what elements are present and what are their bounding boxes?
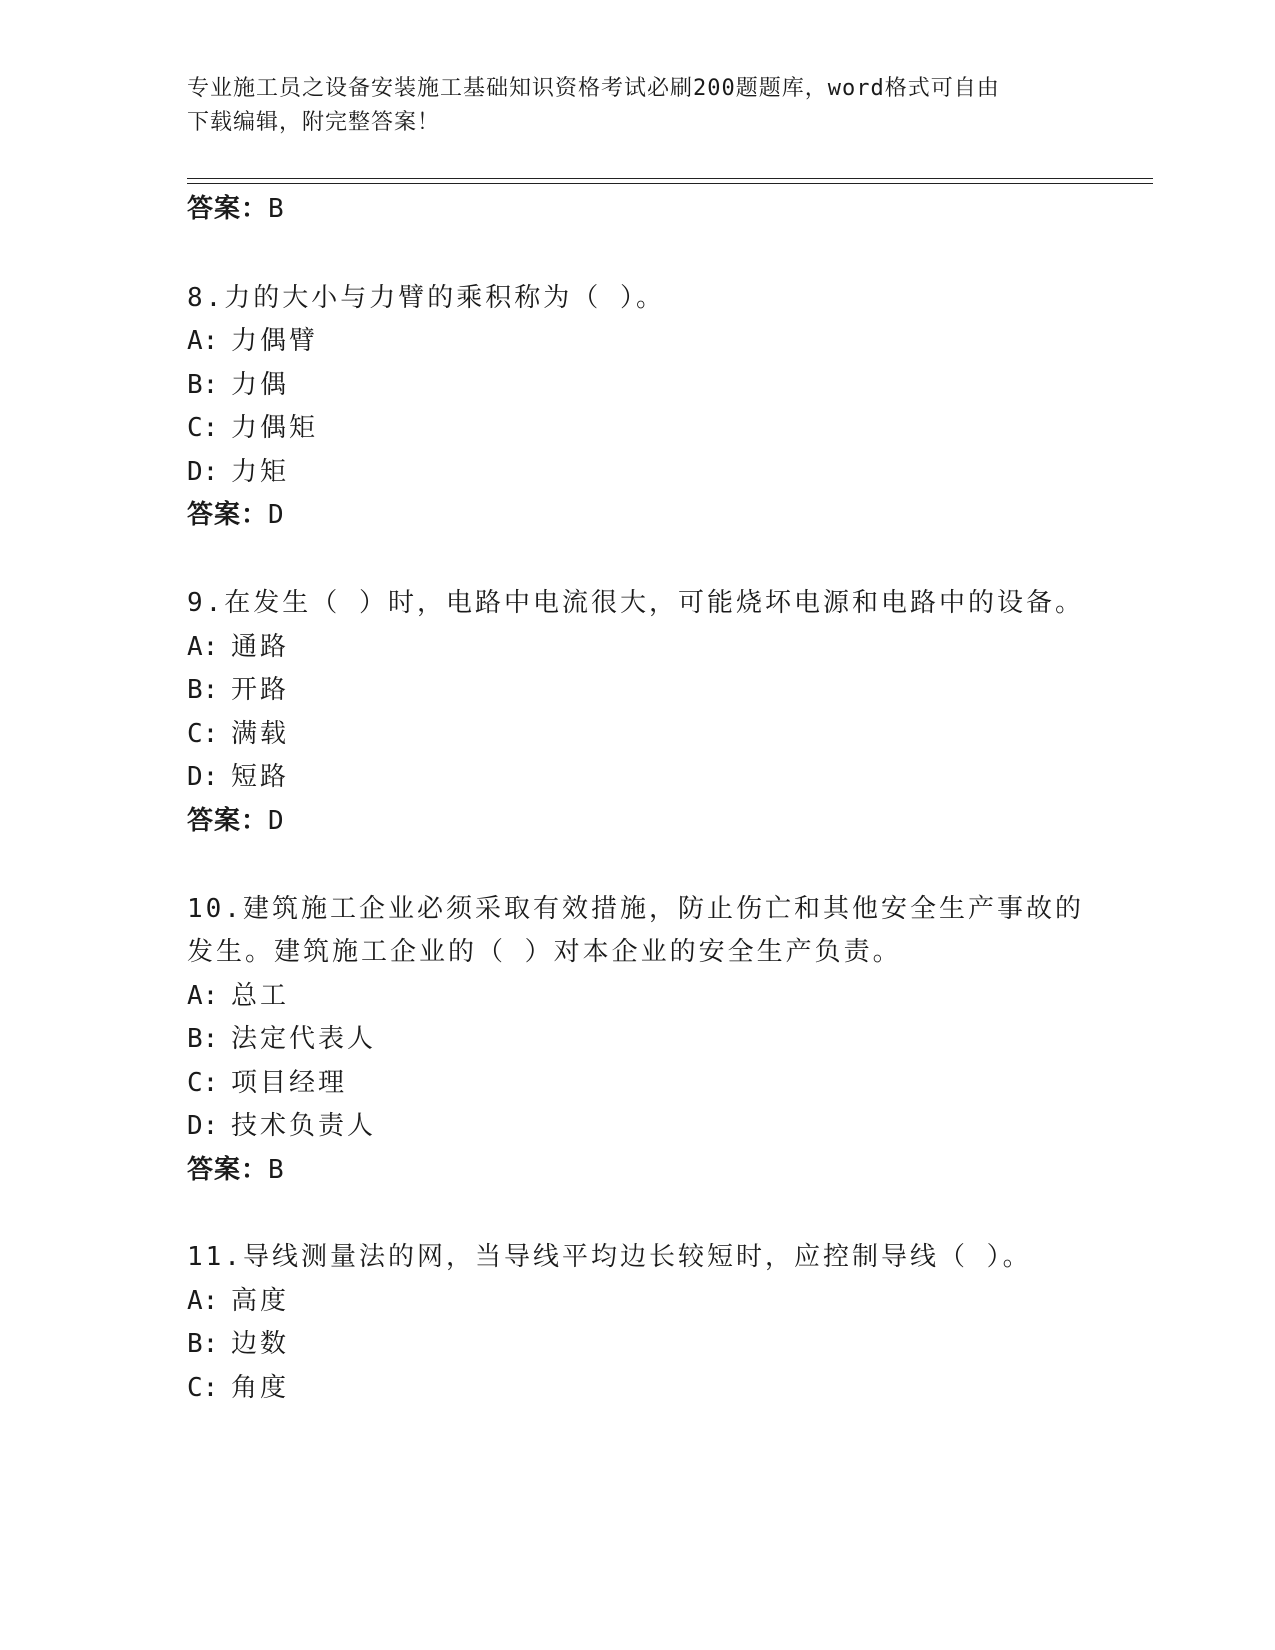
- option-text: 角度: [231, 1373, 290, 1403]
- question-9-option-a: [187, 627, 289, 667]
- answer-label: 答案：: [187, 1155, 269, 1185]
- answer-label: 答案：: [187, 194, 269, 224]
- question-10-option-d: [187, 1106, 376, 1146]
- question-8-text: 8.力的大小与力臂的乘积称为（ ）。: [187, 283, 665, 313]
- answer-value: D: [268, 500, 285, 530]
- question-9-text: 9.在发生（ ）时，电路中电流很大，可能烧坏电源和电路中的设备。: [187, 588, 1084, 618]
- option-text: 力偶臂: [231, 326, 319, 356]
- answer-value: B: [268, 1155, 285, 1185]
- header-line-2: 下载编辑，附完整答案！: [187, 110, 441, 135]
- option-text: 边数: [231, 1329, 290, 1359]
- question-11-option-b: [187, 1324, 289, 1364]
- question-8-option-c: [187, 408, 318, 448]
- option-letter: C:: [187, 1068, 219, 1098]
- question-8-option-d: [187, 452, 289, 492]
- header-divider: [187, 178, 1153, 184]
- question-8-option-a: [187, 321, 318, 361]
- question-11-text: 11.导线测量法的网，当导线平均边长较短时，应控制导线（ ）。: [187, 1242, 1032, 1272]
- option-letter: C:: [187, 413, 219, 443]
- question-11-option-a: [187, 1281, 289, 1321]
- question-10-answer: [187, 1150, 285, 1190]
- document-header: [187, 72, 1087, 140]
- option-text: 法定代表人: [231, 1024, 377, 1054]
- option-text: 高度: [231, 1286, 290, 1316]
- question-9-option-b: [187, 670, 289, 710]
- question-10-option-b: [187, 1019, 376, 1059]
- question-10-text-line-2: 发生。建筑施工企业的（ ）对本企业的安全生产负责。: [187, 937, 902, 967]
- option-text: 项目经理: [231, 1068, 348, 1098]
- option-letter: B:: [187, 370, 219, 400]
- option-letter: B:: [187, 675, 219, 705]
- answer-value: D: [268, 806, 285, 836]
- option-letter: B:: [187, 1024, 219, 1054]
- option-text: 通路: [231, 632, 290, 662]
- option-text: 短路: [231, 762, 290, 792]
- option-letter: A:: [187, 632, 219, 662]
- option-letter: D:: [187, 762, 219, 792]
- answer-value: B: [268, 194, 285, 224]
- answer-label: 答案：: [187, 500, 269, 530]
- option-text: 满载: [231, 719, 290, 749]
- question-9-option-c: [187, 714, 289, 754]
- option-letter: A:: [187, 1286, 219, 1316]
- question-10-text-line-1: 10.建筑施工企业必须采取有效措施，防止伤亡和其他安全生产事故的: [187, 894, 1084, 924]
- option-letter: C:: [187, 719, 219, 749]
- question-8-answer: [187, 495, 285, 535]
- question-9-answer: [187, 801, 285, 841]
- question-9-option-d: [187, 757, 289, 797]
- option-letter: B:: [187, 1329, 219, 1359]
- question-10-option-c: [187, 1063, 347, 1103]
- option-letter: D:: [187, 457, 219, 487]
- option-letter: C:: [187, 1373, 219, 1403]
- option-text: 力矩: [231, 457, 290, 487]
- option-text: 力偶矩: [231, 413, 319, 443]
- option-text: 力偶: [231, 370, 290, 400]
- question-11-option-c: [187, 1368, 289, 1408]
- previous-answer: [187, 189, 285, 229]
- question-10-option-a: [187, 976, 289, 1016]
- header-line-1: 专业施工员之设备安装施工基础知识资格考试必刷200题题库，word格式可自由: [187, 76, 1000, 101]
- option-letter: A:: [187, 326, 219, 356]
- option-letter: D:: [187, 1111, 219, 1141]
- option-letter: A:: [187, 981, 219, 1011]
- option-text: 开路: [231, 675, 290, 705]
- answer-label: 答案：: [187, 806, 269, 836]
- option-text: 技术负责人: [231, 1111, 377, 1141]
- question-8-option-b: [187, 365, 289, 405]
- option-text: 总工: [231, 981, 290, 1011]
